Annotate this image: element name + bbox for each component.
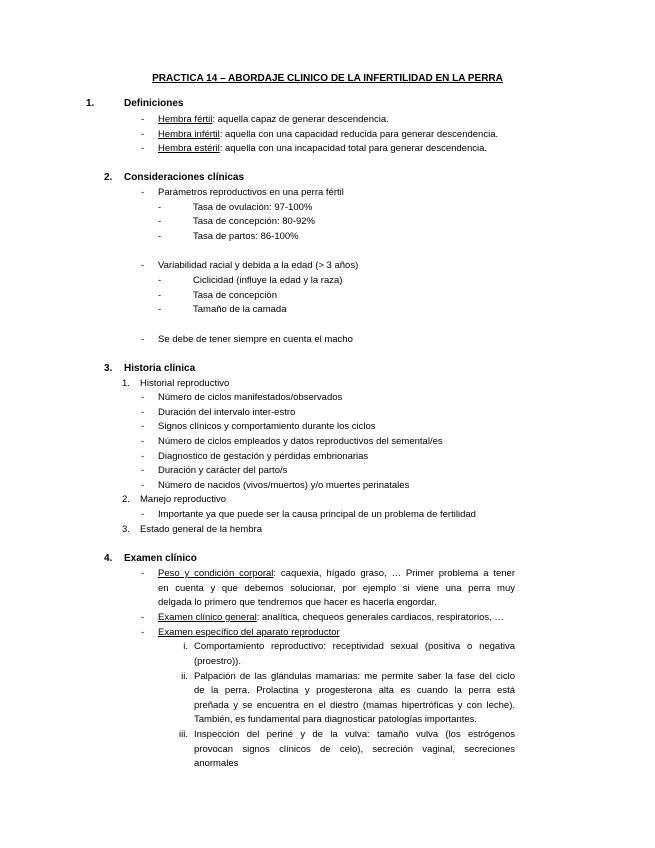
definition-text: : aquella capaz de generar descendencia. — [212, 114, 389, 125]
item-text: : caquexia, hígado graso, … Primer problema a tener — [273, 568, 515, 579]
list-item: Parámetros reproductivos en una perra fértil — [158, 187, 344, 198]
definition-term: Hembra infértil — [158, 129, 220, 140]
bullet-dash: - — [158, 290, 162, 301]
list-item: Duración y carácter del parto/s — [158, 465, 288, 476]
paragraph-line: También, es fundamental para diagnosticar patologías importantes. — [194, 714, 478, 725]
definition-term: Hembra fértil — [158, 114, 213, 125]
list-item: Ciclicidad (influye la edad y la raza) — [193, 275, 343, 286]
subsection-number: 1. — [122, 378, 130, 389]
paragraph-line: de la perra. Prolactina y progesterona alta es cuando la perra está — [194, 685, 515, 696]
definition-item — [158, 114, 389, 126]
paragraph-line: Palpación de las glándulas mamarias: me permite saber la fase del ciclo — [194, 671, 515, 682]
section-heading: Definiciones — [124, 98, 184, 109]
subsection-label: Manejo reproductivo — [140, 494, 227, 505]
section-heading: Consideraciones clínicas — [124, 172, 245, 183]
bullet-dash: - — [141, 260, 145, 271]
list-item: Diagnostico de gestación y pérdidas embrionarias — [158, 451, 369, 462]
list-item: Número de ciclos manifestados/observados — [158, 392, 343, 403]
definition-text: : aquella con una incapacidad total para generar descendencia. — [219, 143, 488, 154]
item-term: Examen clínico general — [158, 612, 257, 623]
paragraph-line: delgada lo primero que tendremos que hacer es hacerla engordar. — [158, 597, 437, 608]
bullet-dash: - — [141, 436, 145, 447]
bullet-dash: - — [141, 114, 145, 125]
section-heading: Examen clínico — [124, 553, 197, 564]
section-heading: Historia clínica — [124, 363, 196, 374]
subsection-number: 3. — [122, 524, 130, 535]
paragraph-line — [158, 568, 515, 580]
bullet-dash: - — [158, 216, 162, 227]
paragraph-line: en cuenta y que debemos solucionar, por ejemplo si viene una perra muy — [158, 583, 515, 594]
bullet-dash: - — [141, 129, 145, 140]
section-number: 2. — [104, 172, 113, 183]
list-item: Examen específico del aparato reproductor — [158, 627, 340, 638]
list-item: Tasa de partos: 86-100% — [193, 231, 299, 242]
list-item: Tasa de ovulación: 97-100% — [193, 202, 313, 213]
list-item: Variabilidad racial y debida a la edad (> 3 años) — [158, 260, 359, 271]
bullet-dash: - — [158, 304, 162, 315]
section-number: 1. — [86, 98, 95, 109]
bullet-dash: - — [141, 612, 145, 623]
list-item: Número de nacidos (vivos/muertos) y/o muertes perinatales — [158, 480, 410, 491]
bullet-dash: - — [141, 187, 145, 198]
bullet-dash: - — [141, 465, 145, 476]
paragraph-line: Comportamiento reproductivo: receptividad sexual (positiva o negativa — [194, 641, 515, 652]
bullet-dash: - — [141, 627, 145, 638]
document-title: PRACTICA 14 – ABORDAJE CLINICO DE LA INFERTILIDAD EN LA PERRA — [152, 73, 503, 84]
bullet-dash: - — [141, 421, 145, 432]
section-number: 3. — [104, 363, 113, 374]
item-term: Peso y condición corporal — [158, 568, 274, 579]
subsection-label: Historial reproductivo — [140, 378, 230, 389]
list-item: Signos clínicos y comportamiento durante los ciclos — [158, 421, 376, 432]
list-item: Tamaño de la camada — [193, 304, 287, 315]
roman-number: iii. — [179, 729, 188, 740]
list-item: Duración del intervalo inter-estro — [158, 407, 296, 418]
paragraph-line: Inspección del periné y de la vulva: tamaño vulva (los estrógenos — [194, 729, 515, 740]
bullet-dash: - — [141, 568, 145, 579]
paragraph-line: (proestro)). — [194, 656, 241, 667]
paragraph-line: preñada y se encuentra en el diestro (mamas hipertróficas y con leche). — [194, 700, 515, 711]
list-item — [158, 612, 504, 624]
section-number: 4. — [104, 553, 113, 564]
list-item: Tasa de concepción — [193, 290, 277, 301]
bullet-dash: - — [141, 480, 145, 491]
bullet-dash: - — [158, 275, 162, 286]
roman-number: ii. — [181, 671, 188, 682]
bullet-dash: - — [141, 407, 145, 418]
subsection-label: Estado general de la hembra — [140, 524, 262, 535]
bullet-dash: - — [141, 143, 145, 154]
definition-term: Hembra estéril — [158, 143, 220, 154]
list-item: Importante ya que puede ser la causa principal de un problema de fertilidad — [158, 509, 476, 520]
definition-item — [158, 129, 498, 141]
definition-text: : aquella con una capacidad reducida para generar descendencia. — [219, 129, 499, 140]
roman-number: i. — [183, 641, 188, 652]
definition-item — [158, 143, 487, 155]
paragraph-line: anormales — [194, 758, 239, 769]
bullet-dash: - — [141, 509, 145, 520]
item-text: : analítica, chequeos generales cardiacos, respiratorios, … — [256, 612, 504, 623]
list-item: Tasa de concepción: 80-92% — [193, 216, 315, 227]
list-item: Se debe de tener siempre en cuenta el macho — [158, 334, 353, 345]
subsection-number: 2. — [122, 494, 130, 505]
bullet-dash: - — [141, 392, 145, 403]
bullet-dash: - — [158, 231, 162, 242]
list-item: Número de ciclos empleados y datos reproductivos del semental/es — [158, 436, 443, 447]
bullet-dash: - — [141, 334, 145, 345]
bullet-dash: - — [141, 451, 145, 462]
bullet-dash: - — [158, 202, 162, 213]
paragraph-line: provocan signos clínicos de celo), secreción vaginal, secreciones — [194, 744, 515, 755]
